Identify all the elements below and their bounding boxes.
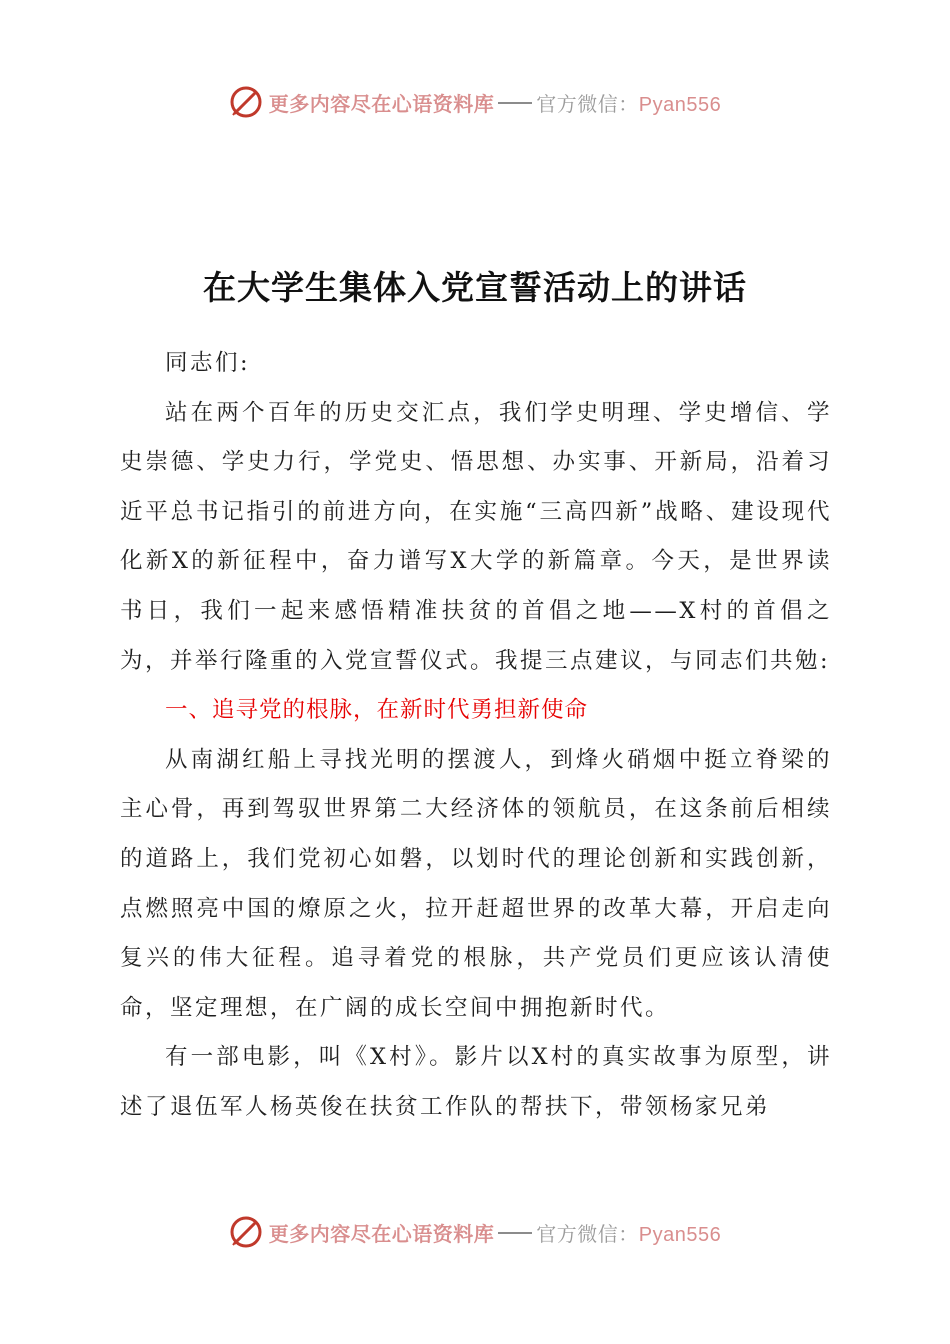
quill-logo-icon bbox=[229, 85, 263, 119]
paragraph: 站在两个百年的历史交汇点，我们学史明理、学史增信、学史崇德、学史力行，学党史、悟思想、办实事、开新局，沿着习近平总书记指引的前进方向，在实施“三高四新”战略、建设现代化新X的新征程中，奋力谱写X大学的新篇章。今天，是世界读书日，我们一起来感悟精准扶贫的首倡之地——X村的首倡之为，并举行隆重的入党宣誓仪式。我提三点建议，与同志们共勉: bbox=[120, 399, 832, 674]
salutation: 同志们: bbox=[165, 350, 251, 376]
section-heading: 一、追寻党的根脉，在新时代勇担新使命 bbox=[165, 697, 589, 724]
watermark-official-label: 官方微信： bbox=[536, 1221, 639, 1246]
watermark-separator bbox=[498, 102, 532, 104]
watermark-banner-bottom bbox=[0, 1212, 950, 1252]
watermark-text bbox=[269, 1218, 721, 1247]
watermark-brand: 更多内容尽在心语资料库 bbox=[268, 91, 495, 116]
watermark-official-label: 官方微信： bbox=[536, 91, 639, 116]
paragraph: 有一部电影，叫《X村》。影片以X村的真实故事为原型，讲述了退伍军人杨英俊在扶贫工作队的帮扶下，带领杨家兄弟 bbox=[120, 1044, 832, 1120]
watermark-wechat-id: Pyan556 bbox=[638, 93, 722, 116]
document-body bbox=[120, 339, 832, 1133]
watermark-text bbox=[269, 88, 721, 117]
paragraph: 从南湖红船上寻找光明的摆渡人，到烽火硝烟中挺立脊梁的主心骨，再到驾驭世界第二大经济体的领航员，在这条前后相续的道路上，我们党初心如磐，以划时代的理论创新和实践创新，点燃照亮中国的燎原之火，拉开赶超世界的改革大幕，开启走向复兴的伟大征程。追寻着党的根脉，共产党员们更应该认清使命，坚定理想，在广阔的成长空间中拥抱新时代。 bbox=[120, 746, 832, 1021]
document-title: 在大学生集体入党宣誓活动上的讲话 bbox=[203, 268, 747, 307]
watermark-brand: 更多内容尽在心语资料库 bbox=[268, 1221, 495, 1246]
watermark-wechat-id: Pyan556 bbox=[638, 1223, 722, 1246]
quill-logo-icon bbox=[229, 1215, 263, 1249]
watermark-separator bbox=[498, 1232, 532, 1234]
watermark-banner-top bbox=[0, 82, 950, 122]
